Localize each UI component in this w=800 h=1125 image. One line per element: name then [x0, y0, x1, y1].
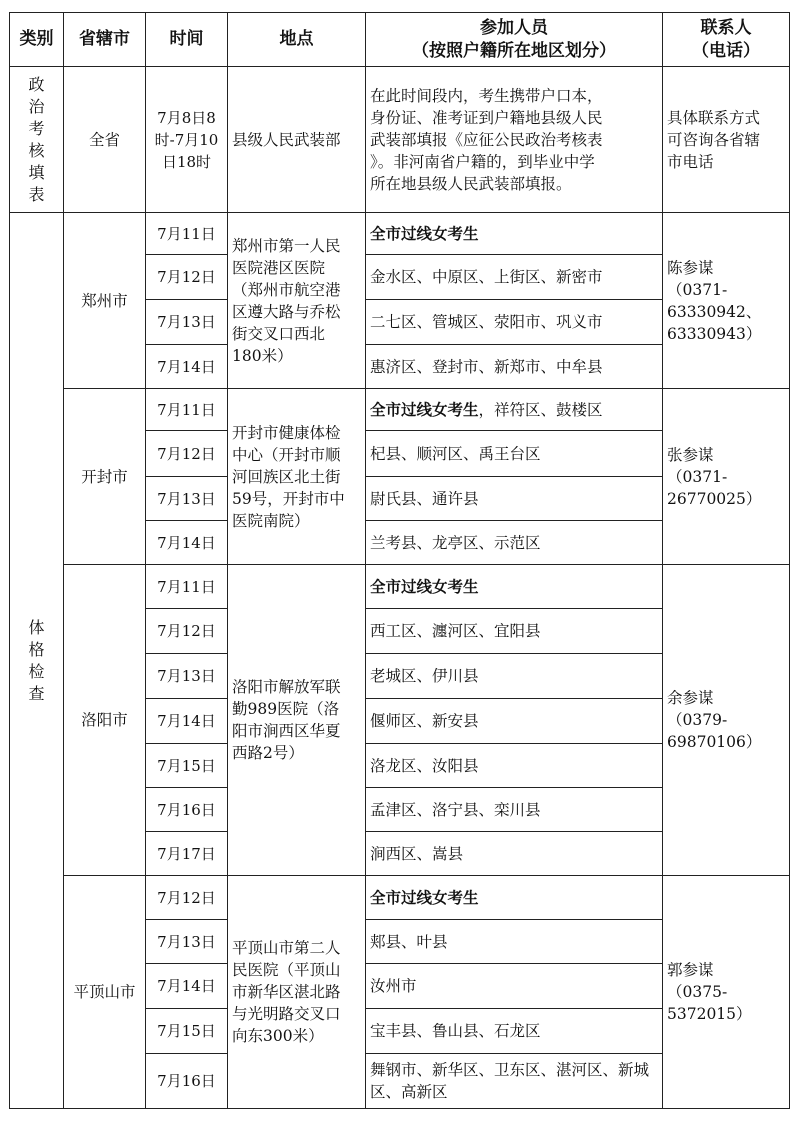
- text-line: 勤989医院（洛: [232, 700, 340, 718]
- text-line: 郭参谋: [667, 961, 714, 979]
- category-char: 检: [28, 661, 45, 681]
- text-line: 26770025）: [667, 489, 762, 508]
- header-time: 时间: [146, 13, 228, 67]
- political-row: [10, 67, 790, 213]
- exam-people: [366, 255, 663, 300]
- exam-people: [366, 788, 663, 832]
- text-line: 180米）: [232, 346, 293, 365]
- exam-people: [366, 744, 663, 788]
- exam-date: 7月12日: [146, 255, 228, 300]
- exam-contact: [663, 389, 790, 565]
- exam-date: 7月16日: [146, 788, 228, 832]
- exam-row: [10, 876, 790, 920]
- text-line: 民医院（平顶山: [232, 961, 341, 979]
- text-line: 陈参谋: [667, 258, 714, 277]
- exam-date: 7月13日: [146, 654, 228, 699]
- exam-date: 7月11日: [146, 565, 228, 609]
- text-line: 63330943）: [667, 324, 762, 343]
- exam-date: 7月13日: [146, 477, 228, 521]
- category-char: 体: [28, 617, 45, 637]
- text-line: 与光明路交叉口: [232, 1005, 341, 1023]
- exam-people: [366, 300, 663, 345]
- text-line: （0379-: [667, 711, 728, 729]
- political-time: 7月8日8 时-7月10 日18时: [146, 67, 228, 213]
- text-line: 区遵大路与乔松: [232, 302, 341, 321]
- political-place: 县级人民武装部: [228, 67, 366, 213]
- exam-place: [228, 876, 366, 1109]
- text-line: 阳市涧西区华夏: [232, 722, 341, 740]
- schedule-sheet: [9, 12, 790, 1109]
- header-contact-line2: （电话）: [692, 40, 760, 61]
- exam-place: [228, 565, 366, 876]
- exam-people: [366, 920, 663, 964]
- exam-people: [366, 609, 663, 654]
- exam-place: [228, 389, 366, 565]
- header-category: 类别: [10, 13, 64, 67]
- text-line: 余参谋: [667, 689, 714, 707]
- exam-people: [366, 832, 663, 876]
- header-people: [366, 13, 663, 67]
- header-contact: [663, 13, 790, 67]
- exam-date: 7月12日: [146, 876, 228, 920]
- text-line: 医院南院）: [232, 511, 310, 530]
- exam-date: 7月13日: [146, 300, 228, 345]
- people-extra: 、新城区、高新区: [370, 1061, 650, 1101]
- people-main: 全市过线女考生: [370, 223, 479, 243]
- exam-row: [10, 213, 790, 255]
- text-line: （0375-: [667, 983, 728, 1001]
- exam-place: [228, 213, 366, 389]
- exam-contact: [663, 213, 790, 389]
- text-line: 市新华区湛北路: [232, 983, 341, 1001]
- exam-people: [366, 565, 663, 609]
- exam-date: 7月14日: [146, 521, 228, 565]
- exam-people: [366, 654, 663, 699]
- people-main: 涧西区、嵩县: [370, 844, 464, 863]
- people-main: 全市过线女考生: [370, 576, 479, 596]
- people-main: 惠济区、登封市、新郑市、中牟县: [370, 357, 603, 376]
- text-line: 5372015）: [667, 1005, 752, 1023]
- political-people: 在此时间段内，考生携带户口本， 身份证、准考证到户籍地县级人民 武装部填报《应征公民政治考核表 》。非河南省户籍的，到毕业中学 所在地县级人民武装部填报。: [366, 67, 663, 213]
- physical-category: [10, 213, 64, 1109]
- city-name: 开封市: [64, 389, 146, 565]
- people-main: 杞县、顺河区、禹王台区: [370, 444, 541, 463]
- category-char: 格: [28, 639, 45, 659]
- text-line: 河回族区北土街: [232, 467, 341, 486]
- exam-date: 7月16日: [146, 1054, 228, 1109]
- schedule-table: [9, 12, 790, 1109]
- political-category: 政 治 考 核 填 表: [10, 67, 64, 213]
- text-line: 69870106）: [667, 733, 762, 751]
- text-line: 郑州市第一人民: [232, 236, 341, 255]
- exam-date: 7月14日: [146, 964, 228, 1009]
- exam-row: [10, 389, 790, 431]
- exam-people: [366, 431, 663, 477]
- people-main: 老城区、伊川县: [370, 667, 479, 685]
- text-line: 医院港区医院: [232, 258, 326, 277]
- text-line: 59号，开封市中: [232, 489, 345, 508]
- people-main: 兰考县、龙亭区、示范区: [370, 533, 541, 552]
- people-main: 全市过线女考生: [370, 399, 479, 419]
- exam-people: [366, 213, 663, 255]
- people-main: 舞钢市、新华区、卫东区、湛河区: [370, 1061, 603, 1079]
- people-main: 偃师区、新安县: [370, 712, 479, 730]
- exam-people: [366, 477, 663, 521]
- exam-date: 7月15日: [146, 744, 228, 788]
- text-line: 63330942、: [667, 302, 762, 321]
- text-line: 街交叉口西北: [232, 324, 326, 343]
- header-row: [10, 13, 790, 67]
- category-char: 查: [28, 683, 45, 703]
- text-line: 洛阳市解放军联: [232, 678, 341, 696]
- exam-people: [366, 876, 663, 920]
- exam-date: 7月15日: [146, 1009, 228, 1054]
- people-main: 二七区、管城区、荥阳市、巩义市: [370, 313, 603, 331]
- people-extra: ，祥符区、鼓楼区: [478, 400, 603, 419]
- people-main: 全市过线女考生: [370, 887, 479, 907]
- exam-people: [366, 699, 663, 744]
- text-line: 张参谋: [667, 445, 714, 464]
- exam-date: 7月14日: [146, 345, 228, 389]
- header-place: 地点: [228, 13, 366, 67]
- exam-date: 7月11日: [146, 389, 228, 431]
- exam-date: 7月13日: [146, 920, 228, 964]
- exam-people: [366, 521, 663, 565]
- people-main: 西工区、瀍河区、宜阳县: [370, 622, 541, 640]
- people-main: 尉氏县、通许县: [370, 489, 479, 508]
- political-city: 全省: [64, 67, 146, 213]
- exam-date: 7月17日: [146, 832, 228, 876]
- people-main: 孟津区、洛宁县、栾川县: [370, 800, 541, 819]
- text-line: （0371-: [667, 280, 728, 299]
- people-main: 宝丰县、鲁山县、石龙区: [370, 1022, 541, 1040]
- header-people-line1: 参加人员: [480, 17, 548, 38]
- exam-date: 7月11日: [146, 213, 228, 255]
- text-line: 向东300米）: [232, 1027, 324, 1045]
- exam-contact: [663, 876, 790, 1109]
- exam-people: [366, 345, 663, 389]
- exam-contact: [663, 565, 790, 876]
- text-line: （0371-: [667, 467, 728, 486]
- exam-people: [366, 389, 663, 431]
- city-name: 郑州市: [64, 213, 146, 389]
- text-line: 中心（开封市顺: [232, 445, 341, 464]
- political-contact: 具体联系方式 可咨询各省辖 市电话: [663, 67, 790, 213]
- text-line: （郑州市航空港: [232, 280, 341, 299]
- people-main: 金水区、中原区、上街区、新密市: [370, 268, 603, 286]
- text-line: 平顶山市第二人: [232, 939, 341, 957]
- people-main: 洛龙区、汝阳县: [370, 756, 479, 775]
- header-people-line2: （按照户籍所在地区划分）: [412, 40, 616, 61]
- exam-people: [366, 1009, 663, 1054]
- exam-people: [366, 1054, 663, 1109]
- text-line: 西路2号）: [232, 744, 304, 762]
- exam-people: [366, 964, 663, 1009]
- exam-row: [10, 565, 790, 609]
- text-line: 开封市健康体检: [232, 423, 341, 442]
- header-city: 省辖市: [64, 13, 146, 67]
- city-name: 洛阳市: [64, 565, 146, 876]
- header-contact-line1: 联系人: [700, 17, 752, 38]
- people-main: 郏县、叶县: [370, 932, 448, 951]
- exam-date: 7月14日: [146, 699, 228, 744]
- exam-date: 7月12日: [146, 431, 228, 477]
- people-main: 汝州市: [370, 977, 417, 995]
- exam-date: 7月12日: [146, 609, 228, 654]
- city-name: 平顶山市: [64, 876, 146, 1109]
